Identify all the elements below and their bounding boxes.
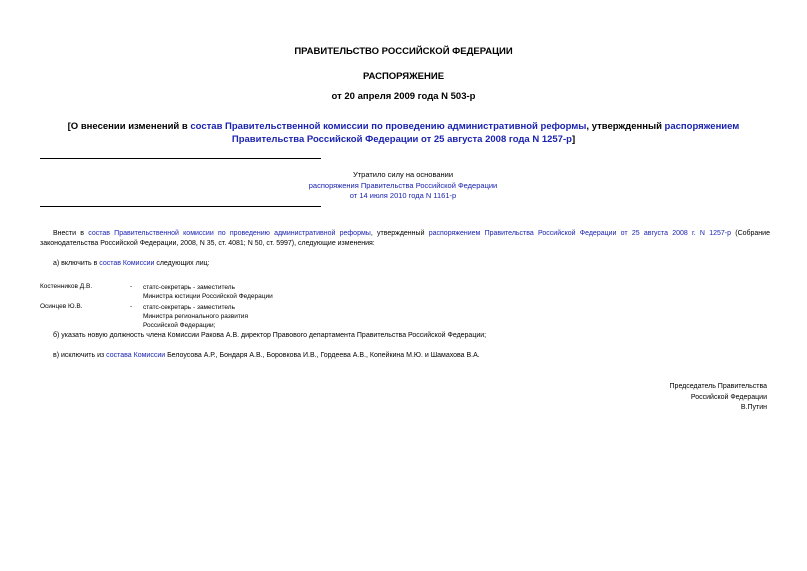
item-c [53,351,763,361]
item-c-text-2: Белоусова А.Р., Бондаря А.В., Боровкова И.В., Гордеева А.В., Копейкина М.Ю. и Шамахова В.А. [165,352,480,359]
divider-top [40,158,321,159]
item-a [53,259,753,269]
subject-text-2: , утвержденный [586,121,665,132]
repeal-notice [300,170,506,202]
notice-link-date[interactable]: от 14 июля 2010 года N 1161-р [349,191,457,200]
divider-bottom [40,206,321,207]
member-dash: - [130,283,133,290]
main-link-commission[interactable]: состав Правительственной комиссии по проведению административной реформы [88,230,371,237]
subject-link-order[interactable]: распоряжением Правительства Российской Федерации от 25 августа 2008 года N 1257-р [231,121,740,145]
subject-text-1: [О внесении изменений в [67,121,191,132]
signature-name: В.Путин [740,404,767,411]
main-paragraph [40,229,770,249]
main-text-3: (Собрание законодательства Российской Федерации, 2008, N 35, ст. 4081; N 50, ст. 5997), следующие изменения: [40,230,770,247]
item-a-text-2: следующих лиц: [154,260,210,267]
item-c-text-1: в) исключить из [53,352,107,359]
member-position [143,303,248,330]
subject-text-3: ] [571,134,576,145]
member-position-line: Министра регионального развития [143,313,248,320]
item-c-link[interactable]: состава Комиссии [106,352,166,359]
item-b: б) указать новую должность члена Комиссии Ракова А.В. директор Правового департамента Правительства Российской Федерации; [53,332,487,339]
government-title: ПРАВИТЕЛЬСТВО РОССИЙСКОЙ ФЕДЕРАЦИИ [294,46,513,57]
signature-country: Российской Федерации [690,393,767,401]
member-dash: - [130,303,133,310]
item-a-text-1: а) включить в [53,260,100,267]
member-position-line: Российской Федерации; [143,322,216,329]
document-type: РАСПОРЯЖЕНИЕ [362,71,445,82]
document-date-number: от 20 апреля 2009 года N 503-р [331,91,476,102]
member-name: Костенников Д.В. [40,283,93,290]
item-a-link[interactable]: состав Комиссии [99,260,155,267]
member-position [143,283,273,301]
document-subject [40,120,767,146]
main-link-order[interactable]: распоряжением Правительства Российской Федерации от 25 августа 2008 г. N 1257-р [428,230,731,237]
subject-link-commission[interactable]: состав Правительственной комиссии по проведению административной реформы [190,121,587,132]
notice-text: Утратило силу на основании [352,170,454,179]
signature-block [670,382,767,414]
notice-link-order[interactable]: распоряжения Правительства Российской Федерации [308,180,498,190]
member-position-line: статс-секретарь - заместитель [143,284,235,291]
main-text-2: , утвержденный [370,230,429,237]
main-text-1: Внести в [53,230,89,237]
member-position-line: Министра юстиции Российской Федерации [143,293,273,300]
member-name: Осинцев Ю.В. [40,303,83,310]
signature-title: Председатель Правительства [669,383,767,390]
member-position-line: статс-секретарь - заместитель [143,304,235,311]
